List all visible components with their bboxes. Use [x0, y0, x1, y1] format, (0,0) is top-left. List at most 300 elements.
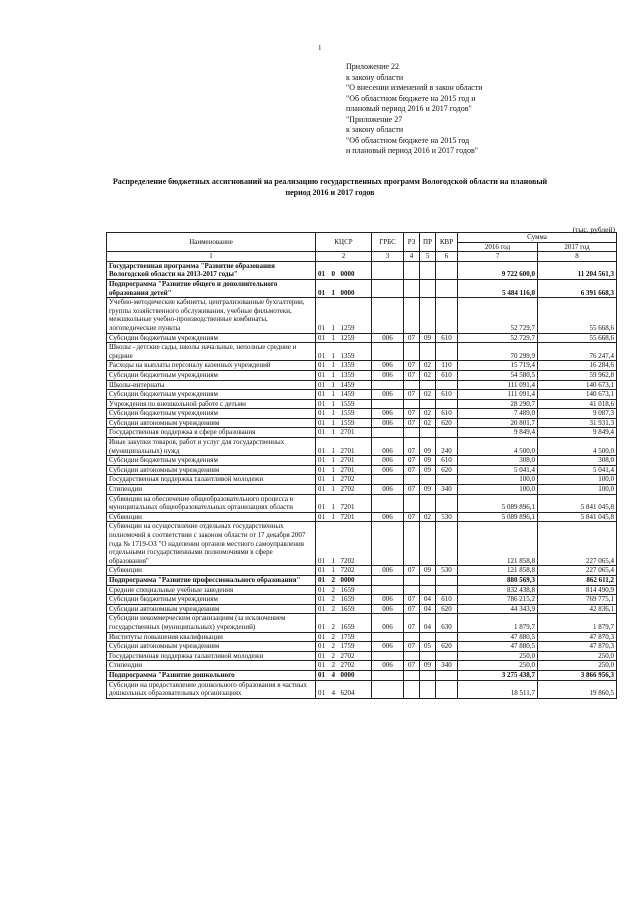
table-row [107, 261, 617, 279]
kcsr-code: 1259 [339, 298, 372, 333]
kcsr-subprogram: 1 [330, 343, 339, 361]
rz-code: 07 [404, 595, 420, 605]
grbs-code: 006 [372, 333, 404, 343]
amount-2017: 227 065,4 [538, 522, 617, 566]
table-row [107, 343, 617, 361]
table-row [107, 566, 617, 576]
kcsr-code: 1259 [339, 333, 372, 343]
rz-code: 07 [404, 361, 420, 371]
amount-2017: 9 087,3 [538, 409, 617, 419]
row-name: Учреждения по внешкольной работе с детьми [107, 399, 316, 409]
kcsr-code: 2702 [339, 475, 372, 485]
col-number: 2 [316, 252, 372, 262]
kvr-code [436, 428, 458, 438]
kcsr-program: 01 [316, 428, 330, 438]
kvr-code: 620 [436, 465, 458, 475]
grbs-code: 006 [372, 390, 404, 400]
kcsr-code: 0000 [339, 279, 372, 297]
row-name: Государственная программа "Развитие образования Вологодской области на 2013-2017 годы" [107, 261, 316, 279]
table-row [107, 670, 617, 680]
header-line: "О внесении изменений в закон области [346, 83, 483, 92]
table-row [107, 465, 617, 475]
col-kvr-header: КВР [436, 233, 458, 252]
kcsr-program: 01 [316, 361, 330, 371]
kcsr-subprogram: 2 [330, 575, 339, 585]
table-row [107, 614, 617, 632]
kcsr-code: 1659 [339, 614, 372, 632]
rz-code: 07 [404, 566, 420, 576]
table-row [107, 475, 617, 485]
table-row [107, 585, 617, 595]
rz-code [404, 632, 420, 642]
kcsr-code: 1359 [339, 370, 372, 380]
kvr-code: 530 [436, 566, 458, 576]
amount-2016: 47 880,5 [458, 642, 538, 652]
rz-code: 07 [404, 438, 420, 456]
amount-2016: 9 849,4 [458, 428, 538, 438]
grbs-code [372, 261, 404, 279]
kvr-code [436, 632, 458, 642]
grbs-code [372, 279, 404, 297]
kcsr-program: 01 [316, 585, 330, 595]
kcsr-program: 01 [316, 333, 330, 343]
amount-2017: 11 204 561,3 [538, 261, 617, 279]
kvr-code: 610 [436, 333, 458, 343]
rz-code: 07 [404, 409, 420, 419]
grbs-code [372, 494, 404, 512]
row-name: Субсидии на предоставление дошкольного образования в частных дошкольных образовательных организациях [107, 680, 316, 698]
rz-code [404, 494, 420, 512]
pr-code [420, 585, 436, 595]
rz-code [404, 380, 420, 390]
kcsr-code: 2701 [339, 428, 372, 438]
pr-code [420, 494, 436, 512]
table-row [107, 632, 617, 642]
amount-2017: 19 860,5 [538, 680, 617, 698]
pr-code [420, 428, 436, 438]
kcsr-subprogram: 1 [330, 390, 339, 400]
table-row [107, 380, 617, 390]
amount-2017: 76 247,4 [538, 343, 617, 361]
table-row [107, 575, 617, 585]
table-row [107, 522, 617, 566]
kcsr-program: 01 [316, 614, 330, 632]
amount-2017: 862 611,2 [538, 575, 617, 585]
table-row [107, 418, 617, 428]
kcsr-program: 01 [316, 680, 330, 698]
row-name: Субсидии некоммерческим организациям (за исключением государственных (муниципальных) учреждений) [107, 614, 316, 632]
table-row [107, 595, 617, 605]
kcsr-subprogram: 2 [330, 604, 339, 614]
amount-2016: 52 729,7 [458, 333, 538, 343]
amount-2017: 3 866 956,3 [538, 670, 617, 680]
kcsr-code: 1559 [339, 399, 372, 409]
amount-2016: 7 489,0 [458, 409, 538, 419]
grbs-code: 006 [372, 512, 404, 522]
grbs-code [372, 428, 404, 438]
kcsr-code: 2701 [339, 438, 372, 456]
rz-code: 07 [404, 456, 420, 466]
pr-code [420, 298, 436, 333]
rz-code [404, 343, 420, 361]
kvr-code [436, 494, 458, 512]
pr-code [420, 475, 436, 485]
amount-2016: 111 091,4 [458, 380, 538, 390]
amount-2016: 15 719,4 [458, 361, 538, 371]
table-row [107, 456, 617, 466]
row-name: Государственная поддержка талантливой молодежи [107, 651, 316, 661]
row-name: Государственная поддержка в сфере образования [107, 428, 316, 438]
kvr-code: 240 [436, 438, 458, 456]
pr-code: 09 [420, 438, 436, 456]
kcsr-code: 0000 [339, 575, 372, 585]
kcsr-program: 01 [316, 642, 330, 652]
amount-2017: 42 836,1 [538, 604, 617, 614]
grbs-code [372, 632, 404, 642]
table-row [107, 651, 617, 661]
kcsr-subprogram: 1 [330, 380, 339, 390]
kvr-code: 610 [436, 595, 458, 605]
amount-2017: 250,0 [538, 651, 617, 661]
grbs-code: 006 [372, 661, 404, 671]
document-title [100, 176, 560, 198]
kcsr-subprogram: 2 [330, 585, 339, 595]
pr-code: 02 [420, 418, 436, 428]
kvr-code [436, 380, 458, 390]
kcsr-program: 01 [316, 399, 330, 409]
amount-2016: 100,0 [458, 475, 538, 485]
row-name: Субвенции [107, 566, 316, 576]
grbs-code: 006 [372, 438, 404, 456]
amount-2017: 5 841 045,8 [538, 512, 617, 522]
amount-2017: 47 870,3 [538, 642, 617, 652]
kcsr-code: 1659 [339, 595, 372, 605]
table-row [107, 399, 617, 409]
kcsr-code: 2702 [339, 651, 372, 661]
amount-2016: 786 215,2 [458, 595, 538, 605]
kcsr-program: 01 [316, 390, 330, 400]
kcsr-code: 0000 [339, 261, 372, 279]
amount-2017: 55 668,6 [538, 333, 617, 343]
kcsr-subprogram: 0 [330, 261, 339, 279]
row-name: Субсидии бюджетным учреждениям [107, 370, 316, 380]
kcsr-subprogram: 1 [330, 370, 339, 380]
amount-2016: 121 858,8 [458, 566, 538, 576]
grbs-code [372, 670, 404, 680]
header-line: к закону области [346, 72, 404, 82]
row-name: Подпрограмма "Развитие общего и дополнительного образования детей" [107, 279, 316, 297]
grbs-code [372, 575, 404, 585]
col-number: 3 [372, 252, 404, 262]
kcsr-code: 7201 [339, 494, 372, 512]
kcsr-program: 01 [316, 604, 330, 614]
amount-2016: 832 438,8 [458, 585, 538, 595]
kvr-code [436, 680, 458, 698]
amount-2016: 121 858,8 [458, 522, 538, 566]
row-name: Субвенции на осуществление отдельных государственных полномочий в соответствии с законом области от 17 декабря 2007 года № 1719-ОЗ "О наделении органов местного самоуправления отдельными государственными полномочиями в сфере образования" [107, 522, 316, 566]
header-line: к закону области [346, 125, 404, 134]
grbs-code: 006 [372, 595, 404, 605]
kcsr-program: 01 [316, 632, 330, 642]
header-line: "Об областном бюджете на 2015 год и [346, 93, 476, 103]
table-row [107, 680, 617, 698]
amount-2016: 5 484 116,0 [458, 279, 538, 297]
amount-2017: 16 284,6 [538, 361, 617, 371]
amount-2017: 227 065,4 [538, 566, 617, 576]
kcsr-subprogram: 2 [330, 632, 339, 642]
grbs-code [372, 380, 404, 390]
appendix-header [346, 62, 616, 157]
kcsr-code: 1459 [339, 390, 372, 400]
grbs-code: 006 [372, 485, 404, 495]
rz-code: 07 [404, 614, 420, 632]
row-name: Расходы на выплаты персоналу казенных учреждений [107, 361, 316, 371]
pr-code: 02 [420, 390, 436, 400]
column-numbers-row [107, 252, 617, 262]
kvr-code: 630 [436, 614, 458, 632]
amount-2017: 250,0 [538, 661, 617, 671]
grbs-code: 006 [372, 409, 404, 419]
pr-code [420, 343, 436, 361]
kvr-code: 610 [436, 390, 458, 400]
kcsr-subprogram: 1 [330, 494, 339, 512]
kvr-code [436, 261, 458, 279]
table-row [107, 438, 617, 456]
pr-code: 02 [420, 409, 436, 419]
grbs-code [372, 651, 404, 661]
budget-table [106, 232, 617, 699]
grbs-code [372, 343, 404, 361]
amount-2017: 1 879,7 [538, 614, 617, 632]
amount-2017: 41 018,6 [538, 399, 617, 409]
grbs-code: 006 [372, 566, 404, 576]
amount-2016: 5 089 896,1 [458, 512, 538, 522]
pr-code: 02 [420, 370, 436, 380]
amount-2017: 308,0 [538, 456, 617, 466]
kcsr-subprogram: 1 [330, 475, 339, 485]
col-number: 6 [436, 252, 458, 262]
rz-code: 07 [404, 642, 420, 652]
kcsr-code: 2702 [339, 661, 372, 671]
kvr-code: 610 [436, 370, 458, 380]
kvr-code: 610 [436, 456, 458, 466]
col-pr-header: ПР [420, 233, 436, 252]
kvr-code [436, 670, 458, 680]
amount-2016: 28 290,7 [458, 399, 538, 409]
pr-code [420, 575, 436, 585]
kcsr-subprogram: 2 [330, 595, 339, 605]
row-name: Субвенции [107, 512, 316, 522]
rz-code [404, 428, 420, 438]
kcsr-program: 01 [316, 279, 330, 297]
kcsr-subprogram: 1 [330, 566, 339, 576]
rz-code [404, 585, 420, 595]
kcsr-subprogram: 2 [330, 651, 339, 661]
rz-code: 07 [404, 333, 420, 343]
kvr-code [436, 298, 458, 333]
row-name: Субсидии автономным учреждениям [107, 418, 316, 428]
table-row [107, 642, 617, 652]
kcsr-program: 01 [316, 494, 330, 512]
row-name: Школы - детские сады, школы начальные, неполные средние и средние [107, 343, 316, 361]
col-kcsr-header: КЦСР [316, 233, 372, 252]
kcsr-subprogram: 1 [330, 522, 339, 566]
kvr-code [436, 575, 458, 585]
row-name: Субсидии бюджетным учреждениям [107, 333, 316, 343]
col-2016-header: 2016 год [458, 242, 538, 252]
table-row [107, 361, 617, 371]
kcsr-program: 01 [316, 566, 330, 576]
col-rz-header: РЗ [404, 233, 420, 252]
kvr-code [436, 343, 458, 361]
kvr-code [436, 522, 458, 566]
kvr-code: 340 [436, 661, 458, 671]
header-line: плановый период 2016 и 2017 годов" [346, 104, 472, 113]
amount-2016: 111 091,4 [458, 390, 538, 400]
amount-2016: 250,0 [458, 651, 538, 661]
table-row [107, 512, 617, 522]
kcsr-program: 01 [316, 651, 330, 661]
grbs-code [372, 522, 404, 566]
table-row [107, 298, 617, 333]
pr-code [420, 399, 436, 409]
amount-2017: 100,0 [538, 485, 617, 495]
rz-code [404, 575, 420, 585]
kvr-code: 620 [436, 642, 458, 652]
rz-code: 07 [404, 661, 420, 671]
row-name: Субсидии бюджетным учреждениям [107, 390, 316, 400]
rz-code: 07 [404, 370, 420, 380]
amount-2016: 52 729,7 [458, 298, 538, 333]
pr-code: 04 [420, 614, 436, 632]
header-line: Приложение 22 [346, 62, 399, 71]
rz-code [404, 279, 420, 297]
row-name: Иные закупки товаров, работ и услуг для государственных (муниципальных) нужд [107, 438, 316, 456]
table-row [107, 409, 617, 419]
amount-2016: 47 880,5 [458, 632, 538, 642]
rz-code [404, 261, 420, 279]
amount-2017: 140 673,1 [538, 390, 617, 400]
kcsr-program: 01 [316, 512, 330, 522]
table-row [107, 390, 617, 400]
rz-code: 07 [404, 465, 420, 475]
col-name-header: Наименование [107, 233, 316, 252]
rz-code: 07 [404, 485, 420, 495]
kcsr-subprogram: 1 [330, 418, 339, 428]
amount-2017: 59 962,8 [538, 370, 617, 380]
row-name: Стипендии [107, 661, 316, 671]
table-row [107, 279, 617, 297]
kcsr-subprogram: 4 [330, 670, 339, 680]
pr-code: 09 [420, 661, 436, 671]
row-name: Субвенции на обеспечение общеобразовательного процесса в муниципальных общеобразовательных организациях области [107, 494, 316, 512]
grbs-code [372, 585, 404, 595]
kvr-code: 610 [436, 409, 458, 419]
amount-2017: 5 841 045,8 [538, 494, 617, 512]
amount-2017: 5 041,4 [538, 465, 617, 475]
kcsr-program: 01 [316, 261, 330, 279]
grbs-code: 006 [372, 456, 404, 466]
kcsr-subprogram: 2 [330, 661, 339, 671]
pr-code: 02 [420, 361, 436, 371]
kcsr-code: 1559 [339, 409, 372, 419]
kvr-code: 620 [436, 604, 458, 614]
kcsr-program: 01 [316, 370, 330, 380]
row-name: Стипендии [107, 485, 316, 495]
col-number: 1 [107, 252, 316, 262]
kcsr-code: 2702 [339, 485, 372, 495]
row-name: Субсидии бюджетным учреждениям [107, 409, 316, 419]
pr-code: 04 [420, 595, 436, 605]
kcsr-code: 1359 [339, 343, 372, 361]
pr-code [420, 261, 436, 279]
kcsr-program: 01 [316, 298, 330, 333]
amount-2016: 9 722 600,0 [458, 261, 538, 279]
kcsr-code: 1759 [339, 642, 372, 652]
pr-code: 05 [420, 642, 436, 652]
kcsr-subprogram: 1 [330, 438, 339, 456]
kcsr-code: 0000 [339, 670, 372, 680]
amount-2016: 3 275 438,7 [458, 670, 538, 680]
col-number: 4 [404, 252, 420, 262]
kvr-code: 340 [436, 485, 458, 495]
units-label: (тыс. рублей) [572, 225, 615, 234]
pr-code: 09 [420, 465, 436, 475]
kcsr-program: 01 [316, 475, 330, 485]
rz-code: 07 [404, 418, 420, 428]
pr-code [420, 279, 436, 297]
title-line-2: период 2016 и 2017 годов [285, 188, 375, 197]
pr-code: 09 [420, 456, 436, 466]
amount-2016: 4 500,0 [458, 438, 538, 456]
pr-code: 09 [420, 485, 436, 495]
amount-2017: 55 668,6 [538, 298, 617, 333]
kcsr-code: 7201 [339, 512, 372, 522]
amount-2016: 880 569,3 [458, 575, 538, 585]
kcsr-code: 1359 [339, 361, 372, 371]
kvr-code [436, 399, 458, 409]
table-row [107, 333, 617, 343]
kvr-code: 620 [436, 418, 458, 428]
kcsr-subprogram: 1 [330, 361, 339, 371]
kcsr-code: 7202 [339, 566, 372, 576]
rz-code [404, 298, 420, 333]
kcsr-code: 2701 [339, 456, 372, 466]
kvr-code: 110 [436, 361, 458, 371]
amount-2016: 20 801,7 [458, 418, 538, 428]
grbs-code: 006 [372, 361, 404, 371]
amount-2016: 250,0 [458, 661, 538, 671]
row-name: Субсидии бюджетным учреждениям [107, 456, 316, 466]
rz-code [404, 522, 420, 566]
kcsr-program: 01 [316, 343, 330, 361]
col-2017-header: 2017 год [538, 242, 617, 252]
pr-code: 02 [420, 512, 436, 522]
amount-2016: 1 879,7 [458, 614, 538, 632]
row-name: Субсидии автономным учреждениям [107, 642, 316, 652]
title-line-1: Распределение бюджетных ассигнований на реализацию государственных программ Вологодской области на плановый [112, 177, 548, 186]
amount-2017: 140 673,1 [538, 380, 617, 390]
kcsr-program: 01 [316, 380, 330, 390]
pr-code: 09 [420, 566, 436, 576]
kvr-code [436, 585, 458, 595]
row-name: Субсидии автономным учреждениям [107, 465, 316, 475]
table-row [107, 428, 617, 438]
kcsr-program: 01 [316, 418, 330, 428]
kcsr-subprogram: 1 [330, 399, 339, 409]
kcsr-subprogram: 1 [330, 512, 339, 522]
amount-2016: 18 511,7 [458, 680, 538, 698]
